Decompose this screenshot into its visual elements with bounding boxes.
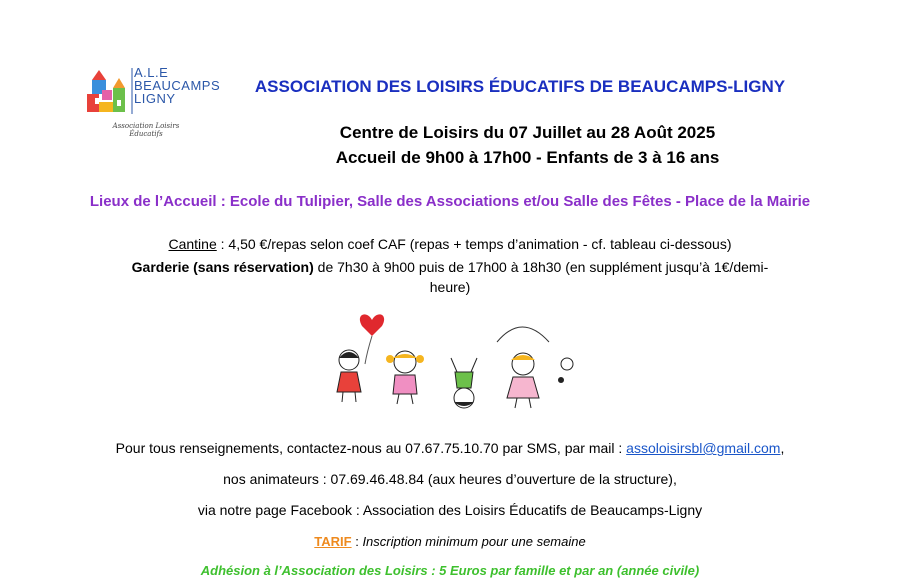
tarif-note: Inscription minimum pour une semaine [362, 534, 586, 549]
children-illustration [327, 302, 577, 414]
page-title: ASSOCIATION DES LOISIRS ÉDUCATIFS DE BEAUCAMPS-LIGNY [254, 77, 786, 96]
email-link[interactable]: assoloisirsbl@gmail.com [626, 440, 781, 456]
cantine-text: : 4,50 €/repas selon coef CAF (repas + temps d’animation - cf. tableau ci-dessous) [216, 236, 732, 252]
logo-line-beaucamps: BEAUCAMPS [134, 78, 221, 93]
toy-blocks-icon [87, 70, 125, 112]
child-3-icon [451, 358, 477, 408]
child-2-icon [386, 351, 424, 404]
contact-prefix: Pour tous renseignements, contactez-nous au 07.67.75.10.70 par SMS, par mail : [115, 440, 627, 456]
contact-line [40, 440, 860, 456]
tarif-separator: : [351, 534, 363, 549]
child-4-icon [497, 327, 549, 408]
logo-tagline: Association Loisirs Éducatifs [112, 122, 180, 138]
logo-line-ale: A.L.E [134, 65, 169, 80]
reception-locations: Lieux de l’Accueil : Ecole du Tulipier, Salle des Associations et/ou Salle des Fêtes - Place de la Mairie [89, 193, 811, 210]
child-1-icon [337, 350, 361, 402]
cantine-label: Cantine [168, 236, 217, 252]
contact-suffix: , [780, 440, 785, 456]
garderie-label: Garderie (sans réservation) [131, 259, 314, 275]
child-5-partial-icon [558, 358, 573, 383]
tarif-line [40, 534, 860, 549]
animateurs-line: nos animateurs : 07.69.46.48.84 (aux heures d’ouverture de la structure), [223, 471, 677, 487]
adhesion-line: Adhésion à l’Association des Loisirs : 5 Euros par famille et par an (année civile) [200, 563, 700, 578]
center-dates: Centre de Loisirs du 07 Juillet au 28 Août 2025 [339, 123, 716, 142]
facebook-line: via notre page Facebook : Association des Loisirs Éducatifs de Beaucamps-Ligny [197, 502, 703, 518]
garderie-info [120, 257, 780, 297]
garderie-text: de 7h30 à 9h00 puis de 17h00 à 18h30 (en supplément jusqu’à 1€/demi-heure) [313, 259, 769, 295]
logo-wordmark [134, 66, 220, 105]
tarif-label: TARIF [314, 534, 352, 549]
heart-balloon-icon [360, 314, 384, 364]
logo-line-ligny: LIGNY [134, 91, 176, 106]
cantine-info [40, 236, 860, 252]
reception-hours: Accueil de 9h00 à 17h00 - Enfants de 3 à 16 ans [335, 148, 720, 167]
